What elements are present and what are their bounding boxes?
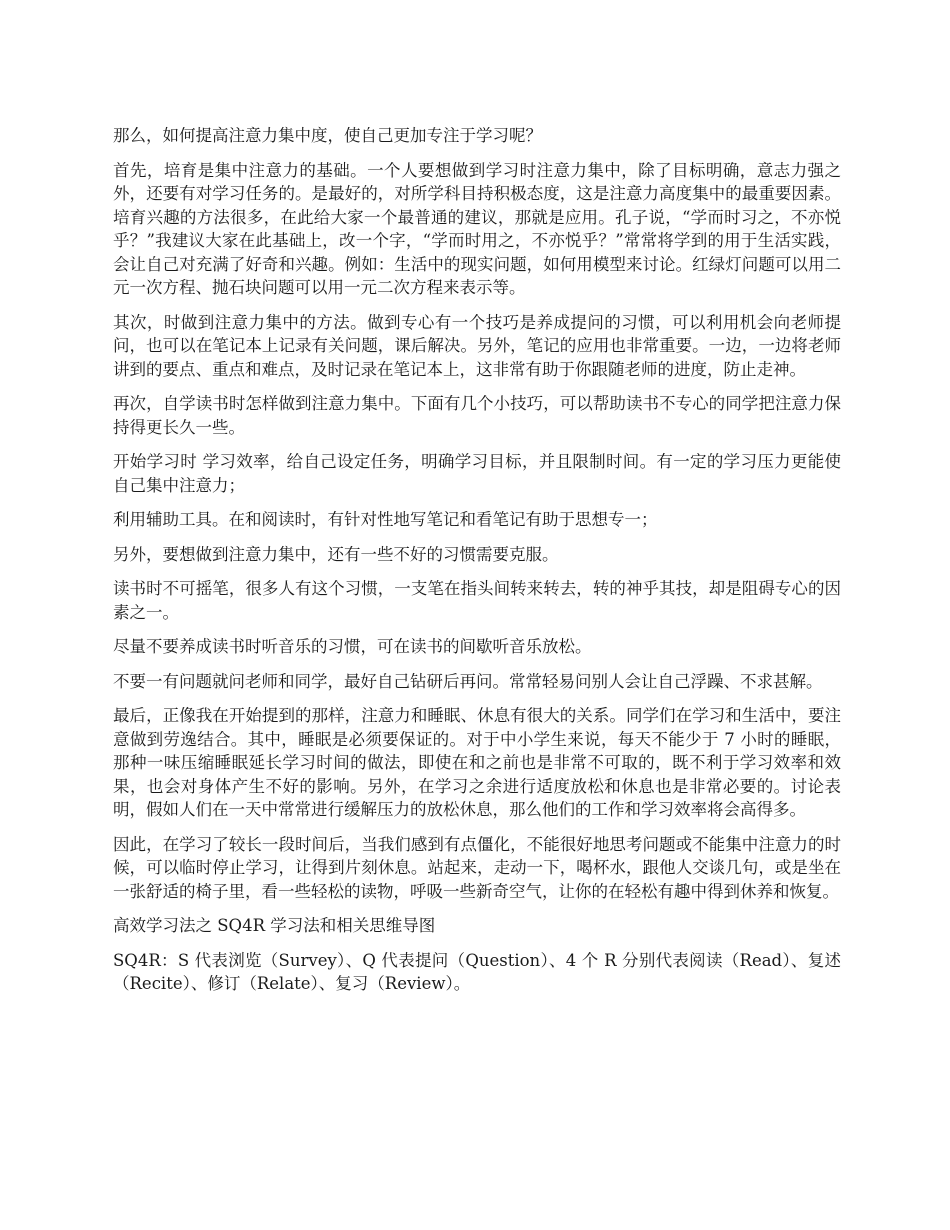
paragraph-intro-question: 那么，如何提高注意力集中度，使自己更加专注于学习呢？ [113,126,542,145]
paragraph-third-self-study: 再次，自学读书时怎样做到注意力集中。下面有几个小技巧，可以帮助读书不专心的同学把注意力保持得更长久一些。 [113,394,841,437]
paragraph-music: 尽量不要养成读书时听音乐的习惯，可在读书的间歇听音乐放松。 [113,637,592,656]
paragraph-asking: 不要一有问题就问老师和同学，最好自己钻研后再问。常常轻易问别人会让自己浮躁、不求甚解。 [113,671,823,691]
paragraph-pen-spinning: 读书时不可摇笔，很多人有这个习惯，一支笔在指头间转来转去，转的神乎其技，却是阻碍专心的因素之一。 [113,579,841,622]
paragraph-bad-habits: 另外，要想做到注意力集中，还有一些不好的习惯需要克服。 [113,544,559,564]
paragraph-set-tasks: 开始学习时 学习效率，给自己设定任务，明确学习目标，并且限制时间。有一定的学习压力更能使自己集中注意力； [113,452,841,495]
paragraph-second-questioning: 其次，时做到注意力集中的方法。做到专心有一个技巧是养成提问的习惯，可以利用机会向老师提问，也可以在笔记本上记录有关问题，课后解决。另外，笔记的应用也非常重要。一边，一边将老师讲到的要点、重点和难点，及时记录在笔记本上，这非常有助于你跟随老师的进度，防止走神。 [113,312,841,379]
paragraph-sq4r-definition: SQ4R：S 代表浏览（Survey）、Q 代表提问（Question）、4 个 R 分别代表阅读（Read）、复述（Recite）、修订（Relate）、复习（Review）。 [113,950,841,993]
section-heading-sq4r: 高效学习法之 SQ4R 学习法和相关思维导图 [113,916,436,935]
document-page [113,124,841,1007]
paragraph-first-interest: 首先，培育是集中注意力的基础。一个人要想做到学习时注意力集中，除了目标明确，意志力强之外，还要有对学习任务的。是最好的，对所学科目持积极态度，这是注意力高度集中的最重要因素。培育兴趣的方法很多，在此给大家一个最普通的建议，那就是应用。孔子说，“学而时习之，不亦悦乎？”我建议大家在此基础上，改一个字，“学而时用之，不亦悦乎？”常常将学到的用于生活实践，会让自己对充满了好奇和兴趣。例如：生活中的现实问题，如何用模型来讨论。红绿灯问题可以用二元一次方程、抛石块问题可以用一元二次方程来表示等。 [113,160,841,297]
paragraph-auxiliary-tools: 利用辅助工具。在和阅读时，有针对性地写笔记和看笔记有助于思想专一； [113,510,658,529]
paragraph-finally-sleep: 最后，正像我在开始提到的那样，注意力和睡眠、休息有很大的关系。同学们在学习和生活中，要注意做到劳逸结合。其中，睡眠是必须要保证的。对于中小学生来说，每天不能少于 7 小时的睡眠，那种一味压缩睡眠延长学习时间的做法，即使在和之前也是非常不可取的，既不利于学习效率和效果，也会对身体产生不好的影响。另外，在学习之余进行适度放松和休息也是非常必要的。讨论表明，假如人们在一天中常常进行缓解压力的放松休息，那么他们的工作和学习效率将会高得多。 [113,706,841,819]
paragraph-rest-break: 因此，在学习了较长一段时间后，当我们感到有点僵化，不能很好地思考问题或不能集中注意力的时候，可以临时停止学习，让得到片刻休息。站起来，走动一下，喝杯水，跟他人交谈几句，或是坐在一张舒适的椅子里，看一些轻松的读物，呼吸一些新奇空气，让你的在轻松有趣中得到休养和恢复。 [113,834,841,901]
